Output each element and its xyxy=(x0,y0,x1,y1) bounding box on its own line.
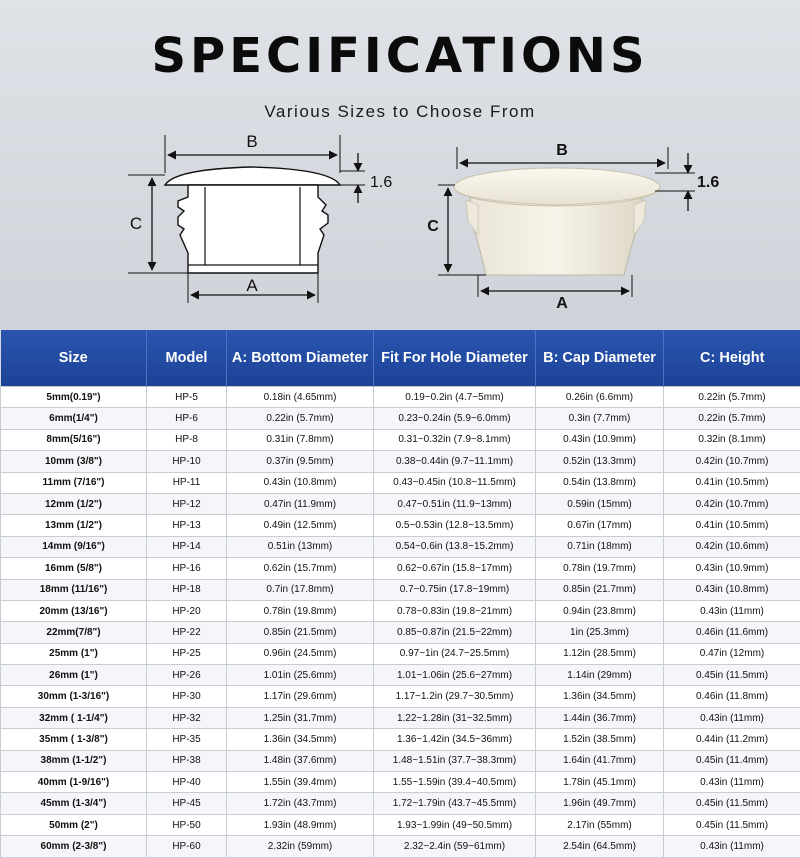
cell-size: 18mm (11/16") xyxy=(1,579,147,600)
cell-size: 11mm (7/16") xyxy=(1,472,147,493)
column-header-cap-diameter: B: Cap Diameter xyxy=(536,330,664,387)
table-row xyxy=(1,622,800,643)
column-header-bottom-diameter: A: Bottom Diameter xyxy=(227,330,374,387)
column-header-hole-diameter: Fit For Hole Diameter xyxy=(374,330,536,387)
cell-model: HP-14 xyxy=(147,536,227,557)
cell-cap-diameter: 0.78in (19.7mm) xyxy=(536,558,664,579)
cell-model: HP-25 xyxy=(147,643,227,664)
cell-cap-diameter: 1.12in (28.5mm) xyxy=(536,643,664,664)
table-row xyxy=(1,643,800,664)
cell-bottom-diameter: 1.55in (39.4mm) xyxy=(227,772,374,793)
cell-model: HP-10 xyxy=(147,451,227,472)
left-label-c: C xyxy=(130,214,142,233)
cell-cap-diameter: 1.14in (29mm) xyxy=(536,665,664,686)
cell-bottom-diameter: 0.37in (9.5mm) xyxy=(227,451,374,472)
cell-cap-diameter: 0.3in (7.7mm) xyxy=(536,408,664,429)
cell-bottom-diameter: 1.17in (29.6mm) xyxy=(227,686,374,707)
cell-bottom-diameter: 0.78in (19.8mm) xyxy=(227,600,374,621)
cell-height: 0.46in (11.8mm) xyxy=(664,686,800,707)
cell-model: HP-11 xyxy=(147,472,227,493)
table-row xyxy=(1,793,800,814)
cell-model: HP-20 xyxy=(147,600,227,621)
cell-hole-diameter: 0.38~0.44in (9.7~11.1mm) xyxy=(374,451,536,472)
cell-bottom-diameter: 2.32in (59mm) xyxy=(227,836,374,857)
cell-bottom-diameter: 0.96in (24.5mm) xyxy=(227,643,374,664)
cell-hole-diameter: 1.36~1.42in (34.5~36mm) xyxy=(374,729,536,750)
table-row xyxy=(1,772,800,793)
cell-hole-diameter: 1.01~1.06in (25.6~27mm) xyxy=(374,665,536,686)
cell-model: HP-26 xyxy=(147,665,227,686)
cell-height: 0.42in (10.7mm) xyxy=(664,493,800,514)
cell-size: 6mm(1/4") xyxy=(1,408,147,429)
table-row xyxy=(1,536,800,557)
cell-hole-diameter: 0.23~0.24in (5.9~6.0mm) xyxy=(374,408,536,429)
cell-cap-diameter: 1.36in (34.5mm) xyxy=(536,686,664,707)
table-row xyxy=(1,558,800,579)
cell-model: HP-5 xyxy=(147,387,227,408)
cell-hole-diameter: 0.43~0.45in (10.8~11.5mm) xyxy=(374,472,536,493)
table-row xyxy=(1,750,800,771)
cell-bottom-diameter: 0.7in (17.8mm) xyxy=(227,579,374,600)
cell-hole-diameter: 1.22~1.28in (31~32.5mm) xyxy=(374,707,536,728)
cell-height: 0.42in (10.6mm) xyxy=(664,536,800,557)
cell-cap-diameter: 0.43in (10.9mm) xyxy=(536,429,664,450)
cell-height: 0.43in (10.8mm) xyxy=(664,579,800,600)
cell-model: HP-13 xyxy=(147,515,227,536)
cell-height: 0.22in (5.7mm) xyxy=(664,408,800,429)
cell-model: HP-32 xyxy=(147,707,227,728)
cell-height: 0.42in (10.7mm) xyxy=(664,451,800,472)
cell-height: 0.43in (11mm) xyxy=(664,836,800,857)
column-header-height: C: Height xyxy=(664,330,800,387)
cell-cap-diameter: 0.26in (6.6mm) xyxy=(536,387,664,408)
cell-hole-diameter: 0.97~1in (24.7~25.5mm) xyxy=(374,643,536,664)
cell-size: 25mm (1") xyxy=(1,643,147,664)
cell-cap-diameter: 1.96in (49.7mm) xyxy=(536,793,664,814)
cell-bottom-diameter: 0.43in (10.8mm) xyxy=(227,472,374,493)
cell-bottom-diameter: 0.22in (5.7mm) xyxy=(227,408,374,429)
cell-size: 8mm(5/16") xyxy=(1,429,147,450)
specifications-table xyxy=(0,330,800,858)
left-label-a: A xyxy=(246,276,258,295)
cell-hole-diameter: 0.5~0.53in (12.8~13.5mm) xyxy=(374,515,536,536)
table-row xyxy=(1,579,800,600)
cell-size: 60mm (2-3/8") xyxy=(1,836,147,857)
cell-model: HP-60 xyxy=(147,836,227,857)
cell-height: 0.46in (11.6mm) xyxy=(664,622,800,643)
cell-height: 0.43in (11mm) xyxy=(664,772,800,793)
cell-hole-diameter: 0.7~0.75in (17.8~19mm) xyxy=(374,579,536,600)
cell-bottom-diameter: 1.36in (34.5mm) xyxy=(227,729,374,750)
cell-height: 0.41in (10.5mm) xyxy=(664,515,800,536)
cell-size: 45mm (1-3/4") xyxy=(1,793,147,814)
cell-bottom-diameter: 0.49in (12.5mm) xyxy=(227,515,374,536)
right-product-render xyxy=(427,142,719,312)
right-label-c: C xyxy=(427,218,439,235)
cell-height: 0.47in (12mm) xyxy=(664,643,800,664)
cell-size: 10mm (3/8") xyxy=(1,451,147,472)
table-row xyxy=(1,408,800,429)
cell-model: HP-35 xyxy=(147,729,227,750)
cell-bottom-diameter: 0.18in (4.65mm) xyxy=(227,387,374,408)
left-technical-drawing xyxy=(128,132,392,303)
right-label-thickness: 1.6 xyxy=(697,174,719,191)
table-row xyxy=(1,493,800,514)
cell-size: 14mm (9/16") xyxy=(1,536,147,557)
cell-cap-diameter: 1.64in (41.7mm) xyxy=(536,750,664,771)
table-row xyxy=(1,729,800,750)
cell-model: HP-38 xyxy=(147,750,227,771)
cell-cap-diameter: 0.71in (18mm) xyxy=(536,536,664,557)
table-row xyxy=(1,665,800,686)
cell-bottom-diameter: 1.72in (43.7mm) xyxy=(227,793,374,814)
cell-hole-diameter: 0.78~0.83in (19.8~21mm) xyxy=(374,600,536,621)
cell-model: HP-6 xyxy=(147,408,227,429)
cell-height: 0.43in (10.9mm) xyxy=(664,558,800,579)
cell-height: 0.45in (11.4mm) xyxy=(664,750,800,771)
cell-height: 0.32in (8.1mm) xyxy=(664,429,800,450)
cell-cap-diameter: 1.52in (38.5mm) xyxy=(536,729,664,750)
cell-hole-diameter: 1.72~1.79in (43.7~45.5mm) xyxy=(374,793,536,814)
cell-bottom-diameter: 0.51in (13mm) xyxy=(227,536,374,557)
cell-model: HP-12 xyxy=(147,493,227,514)
cell-model: HP-18 xyxy=(147,579,227,600)
cell-model: HP-50 xyxy=(147,814,227,835)
table-body xyxy=(1,387,800,858)
cell-cap-diameter: 0.85in (21.7mm) xyxy=(536,579,664,600)
cell-hole-diameter: 0.85~0.87in (21.5~22mm) xyxy=(374,622,536,643)
cell-hole-diameter: 1.55~1.59in (39.4~40.5mm) xyxy=(374,772,536,793)
left-label-b: B xyxy=(246,132,257,151)
cell-hole-diameter: 2.32~2.4in (59~61mm) xyxy=(374,836,536,857)
cell-model: HP-22 xyxy=(147,622,227,643)
cell-size: 32mm ( 1-1/4") xyxy=(1,707,147,728)
hero-banner xyxy=(0,0,800,330)
table-header-row xyxy=(1,330,800,387)
cell-cap-diameter: 0.54in (13.8mm) xyxy=(536,472,664,493)
column-header-size: Size xyxy=(1,330,147,387)
left-label-thickness: 1.6 xyxy=(370,174,392,191)
table-row xyxy=(1,814,800,835)
dimension-diagram xyxy=(0,125,800,325)
cell-model: HP-45 xyxy=(147,793,227,814)
cell-hole-diameter: 0.31~0.32in (7.9~8.1mm) xyxy=(374,429,536,450)
cell-size: 12mm (1/2") xyxy=(1,493,147,514)
cell-size: 38mm (1-1/2") xyxy=(1,750,147,771)
cell-cap-diameter: 1.78in (45.1mm) xyxy=(536,772,664,793)
cell-size: 16mm (5/8") xyxy=(1,558,147,579)
cell-hole-diameter: 1.48~1.51in (37.7~38.3mm) xyxy=(374,750,536,771)
page-title: SPECIFICATIONS xyxy=(0,28,800,84)
cell-bottom-diameter: 0.31in (7.8mm) xyxy=(227,429,374,450)
cell-bottom-diameter: 0.85in (21.5mm) xyxy=(227,622,374,643)
cell-hole-diameter: 0.54~0.6in (13.8~15.2mm) xyxy=(374,536,536,557)
cell-cap-diameter: 1.44in (36.7mm) xyxy=(536,707,664,728)
cell-cap-diameter: 0.52in (13.3mm) xyxy=(536,451,664,472)
table-row xyxy=(1,707,800,728)
cell-height: 0.45in (11.5mm) xyxy=(664,665,800,686)
cell-model: HP-8 xyxy=(147,429,227,450)
right-label-a: A xyxy=(556,295,568,312)
cell-cap-diameter: 2.54in (64.5mm) xyxy=(536,836,664,857)
page-subtitle: Various Sizes to Choose From xyxy=(0,102,800,122)
cell-height: 0.43in (11mm) xyxy=(664,707,800,728)
cell-model: HP-40 xyxy=(147,772,227,793)
cell-hole-diameter: 0.19~0.2in (4.7~5mm) xyxy=(374,387,536,408)
cell-size: 35mm ( 1-3/8") xyxy=(1,729,147,750)
cell-bottom-diameter: 0.47in (11.9mm) xyxy=(227,493,374,514)
table-row xyxy=(1,429,800,450)
cell-bottom-diameter: 1.93in (48.9mm) xyxy=(227,814,374,835)
cell-cap-diameter: 0.59in (15mm) xyxy=(536,493,664,514)
cell-cap-diameter: 0.94in (23.8mm) xyxy=(536,600,664,621)
cell-bottom-diameter: 1.48in (37.6mm) xyxy=(227,750,374,771)
table-row xyxy=(1,387,800,408)
right-label-b: B xyxy=(556,142,568,159)
cell-model: HP-30 xyxy=(147,686,227,707)
cell-bottom-diameter: 1.25in (31.7mm) xyxy=(227,707,374,728)
cell-height: 0.22in (5.7mm) xyxy=(664,387,800,408)
cell-height: 0.45in (11.5mm) xyxy=(664,793,800,814)
cell-height: 0.45in (11.5mm) xyxy=(664,814,800,835)
cell-hole-diameter: 0.47~0.51in (11.9~13mm) xyxy=(374,493,536,514)
cell-height: 0.41in (10.5mm) xyxy=(664,472,800,493)
table-row xyxy=(1,836,800,857)
cell-hole-diameter: 1.93~1.99in (49~50.5mm) xyxy=(374,814,536,835)
cell-hole-diameter: 1.17~1.2in (29.7~30.5mm) xyxy=(374,686,536,707)
cell-size: 20mm (13/16") xyxy=(1,600,147,621)
table-row xyxy=(1,600,800,621)
cell-cap-diameter: 2.17in (55mm) xyxy=(536,814,664,835)
table-row xyxy=(1,515,800,536)
column-header-model: Model xyxy=(147,330,227,387)
table-row xyxy=(1,451,800,472)
cell-size: 26mm (1") xyxy=(1,665,147,686)
cell-size: 30mm (1-3/16") xyxy=(1,686,147,707)
cell-size: 13mm (1/2") xyxy=(1,515,147,536)
cell-size: 50mm (2") xyxy=(1,814,147,835)
cell-cap-diameter: 0.67in (17mm) xyxy=(536,515,664,536)
cell-hole-diameter: 0.62~0.67in (15.8~17mm) xyxy=(374,558,536,579)
cell-size: 22mm(7/8") xyxy=(1,622,147,643)
cell-size: 40mm (1-9/16") xyxy=(1,772,147,793)
cell-height: 0.43in (11mm) xyxy=(664,600,800,621)
table-row xyxy=(1,472,800,493)
cell-bottom-diameter: 0.62in (15.7mm) xyxy=(227,558,374,579)
cell-model: HP-16 xyxy=(147,558,227,579)
cell-height: 0.44in (11.2mm) xyxy=(664,729,800,750)
cell-size: 5mm(0.19") xyxy=(1,387,147,408)
cell-cap-diameter: 1in (25.3mm) xyxy=(536,622,664,643)
cell-bottom-diameter: 1.01in (25.6mm) xyxy=(227,665,374,686)
table-row xyxy=(1,686,800,707)
